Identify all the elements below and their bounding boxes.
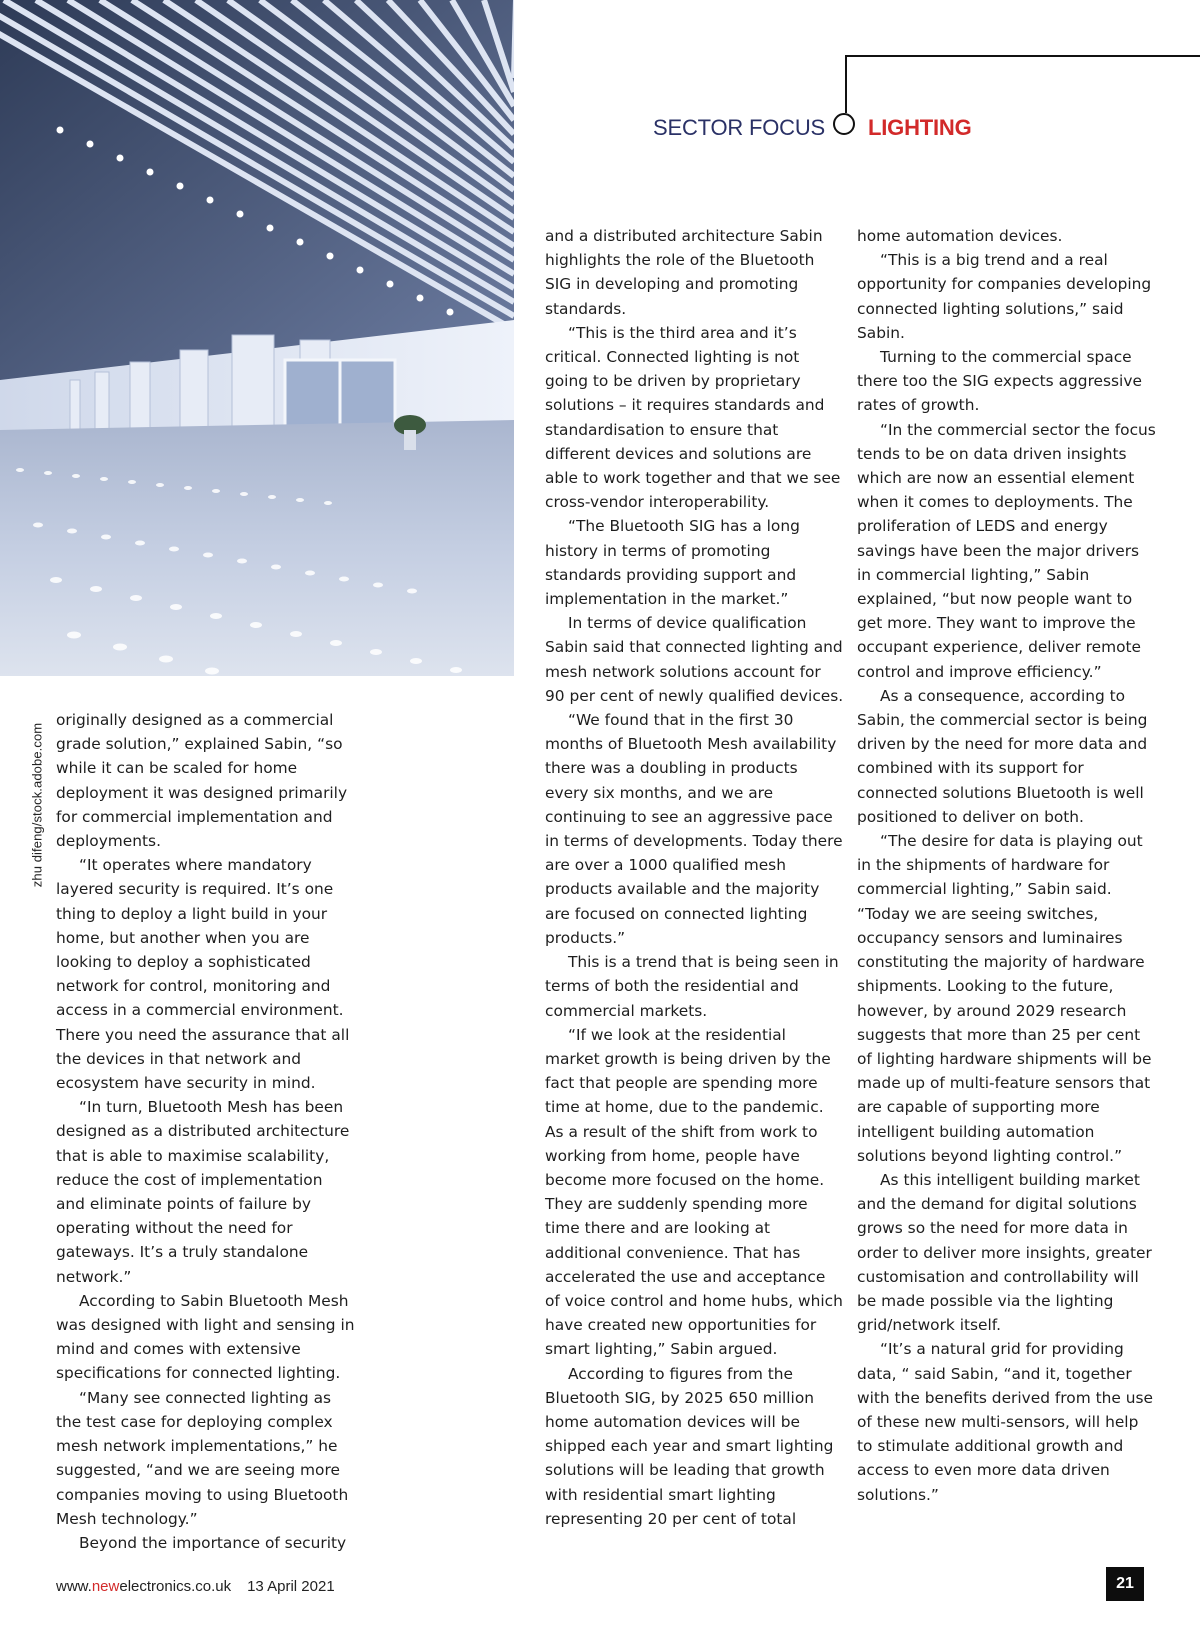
header-circle-icon [833, 113, 855, 135]
paragraph: “The desire for data is playing out in the shipments of hardware for commercial lighting,” Sabin said. “Today we are seeing switches, occupancy sensors and luminaires constituting the majority of hardware shipments. Looking to the future, however, by around 2029 research suggests that more than 25 per cent of lighting hardware shipments will be made up of multi-feature sensors that are capable of supporting more intelligent building automation solutions beyond lighting control.” [857, 832, 1152, 1165]
floor-light [237, 559, 247, 564]
floor-light [33, 523, 43, 528]
ceiling-light [57, 127, 64, 134]
paragraph: “Many see connected lighting as the test case for deploying complex mesh network implementations,” he suggested, “and we are seeing more companies moving to using Bluetooth Mesh technology.” [56, 1388, 349, 1528]
floor-light [240, 492, 248, 496]
paragraph: “In turn, Bluetooth Mesh has been designed as a distributed architecture that is able to maximise scalability, reduce the cost of implementation and eliminate points of failure by operating without the need for gateways. It’s a truly standalone network.” [56, 1098, 350, 1286]
paragraph: “The Bluetooth SIG has a long history in terms of promoting standards providing support and implementation in the market.” [545, 517, 800, 609]
ceiling-light [237, 211, 244, 218]
floor-light [67, 632, 81, 639]
paragraph: As a consequence, according to Sabin, the commercial sector is being driven by the need for more data and combined with its support for connected solutions Bluetooth is well positioned to deliver on both. [857, 686, 1148, 826]
floor-light [450, 667, 462, 673]
floor-light [324, 501, 332, 505]
article-column-3 [857, 224, 1157, 1507]
ceiling-light [327, 253, 334, 260]
header-photo [0, 0, 514, 676]
ceiling-light [387, 281, 394, 288]
floor-light [44, 471, 52, 475]
page-number: 21 [1106, 1567, 1144, 1601]
floor-light [290, 631, 302, 637]
photo-credit-text: zhu difeng/stock.adobe.com [29, 722, 45, 888]
paragraph: and a distributed architecture Sabin highlights the role of the Bluetooth SIG in developing and promoting standards. [545, 227, 823, 318]
topic-label: LIGHTING [868, 115, 972, 140]
paragraph: This is a trend that is being seen in terms of both the residential and commercial markets. [545, 953, 839, 1020]
floor-light [130, 595, 142, 601]
ceiling-light [147, 169, 154, 176]
site-url[interactable]: www.newelectronics.co.uk [56, 1578, 232, 1595]
floor-light [250, 622, 262, 628]
photo-credit [26, 712, 48, 898]
ceiling-light [297, 239, 304, 246]
floor-light [159, 656, 173, 663]
header-rule-horizontal [845, 55, 1200, 57]
floor-light [50, 577, 62, 583]
floor-light [203, 553, 213, 558]
floor-light [271, 565, 281, 570]
paragraph: “This is the third area and it’s critical. Connected lighting is not going to be driven by proprietary solutions – it requires standards and standardisation to ensure that different devices and solutions are able to work together and that we see cross-vendor interoperability. [545, 323, 841, 512]
floor-light [210, 613, 222, 619]
ceiling-light [357, 267, 364, 274]
floor-light [101, 535, 111, 540]
ceiling-light [267, 225, 274, 232]
floor-light [184, 486, 192, 490]
floor-light [169, 547, 179, 552]
paragraph: “It’s a natural grid for providing data, “ said Sabin, “and it, together with the benefits derived from the use of these new multi-sensors, will help to stimulate additional growth and access to even more data driven solutions.” [857, 1340, 1153, 1504]
floor-light [100, 477, 108, 481]
header-rule-vertical [845, 55, 847, 113]
ceiling-light [177, 183, 184, 190]
floor-light [407, 589, 417, 594]
paragraph: According to Sabin Bluetooth Mesh was designed with light and sensing in mind and comes with extensive specifications for connected lighting. [56, 1291, 355, 1383]
floor-light [296, 498, 304, 502]
paragraph: According to figures from the Bluetooth SIG, by 2025 650 million home automation devices will be shipped each year and smart lighting solutions will be leading that growth with residential smart lighting representing 20 per cent of total [545, 1364, 834, 1528]
issue-date: 13 April 2021 [247, 1578, 335, 1595]
floor-light [72, 474, 80, 478]
paragraph: home automation devices. [857, 227, 1063, 245]
floor-light [170, 604, 182, 610]
ceiling-light [417, 295, 424, 302]
paragraph: originally designed as a commercial grade solution,” explained Sabin, “so while it can be scaled for home deployment it was designed primarily for commercial implementation and deployments. [56, 711, 348, 851]
ceiling-corridor-illustration [0, 0, 514, 676]
brand-highlight: new [91, 1578, 120, 1595]
floor-light [67, 529, 77, 534]
floor-light [16, 468, 24, 472]
paragraph: “If we look at the residential market growth is being driven by the fact that people are spending more time at home, due to the pandemic. As a result of the shift from work to working from home, people have become more focused on the home. They are suddenly spending more time there and are looking at additional convenience. That has accelerated the use and acceptance of voice control and home hubs, which have created new opportunities for smart lighting,” Sabin argued. [545, 1025, 843, 1359]
article-column-1 [56, 708, 356, 1555]
floor-light [268, 495, 276, 499]
floor-light [113, 644, 127, 651]
ceiling-light [447, 309, 454, 316]
floor-light [156, 483, 164, 487]
floor-light [135, 541, 145, 546]
floor-light [410, 658, 422, 664]
floor-light [128, 480, 136, 484]
ceiling-light [117, 155, 124, 162]
floor-light [373, 583, 383, 588]
floor-light [370, 649, 382, 655]
paragraph: Beyond the importance of security [79, 1533, 347, 1552]
floor-light [90, 586, 102, 592]
article-column-2 [545, 224, 845, 1531]
ceiling-light [87, 141, 94, 148]
floor-light [330, 640, 342, 646]
floor-light [339, 577, 349, 582]
ceiling-light [207, 197, 214, 204]
paragraph: “It operates where mandatory layered security is required. It’s one thing to deploy a light build in your home, but another when you are looking to deploy a sophisticated network for control, monitoring and access in a commercial environment. There you need the assurance that all the devices in that network and ecosystem have security in mind. [56, 856, 350, 1093]
paragraph: “This is a big trend and a real opportunity for companies developing connected lighting solutions,” said Sabin. [857, 251, 1152, 342]
paragraph: In terms of device qualification Sabin said that connected lighting and mesh network solutions account for 90 per cent of newly qualified devices. [545, 614, 844, 705]
section-label: SECTOR FOCUS [653, 115, 825, 140]
paragraph: “We found that in the first 30 months of Bluetooth Mesh availability there was a doubling in products every six months, and we are continuing to see an aggressive pace in terms of developments. Today there are over a 1000 qualified mesh products available and the majority are focused on connected lighting products.” [545, 711, 843, 947]
paragraph: Turning to the commercial space there too the SIG expects aggressive rates of growth. [857, 348, 1142, 415]
paragraph: “In the commercial sector the focus tends to be on data driven insights which are now an essential element when it comes to deployments. The proliferation of LEDS and energy savings have been the major drivers in commercial lighting,” Sabin explained, “but now people want to get more. They want to improve the occupant experience, deliver remote control and improve efficiency.” [857, 420, 1156, 681]
paragraph: As this intelligent building market and the demand for digital solutions grows so the need for more data in order to deliver more insights, greater customisation and controllability will be made possible via the lighting grid/network itself. [857, 1170, 1152, 1335]
footer [56, 1578, 335, 1595]
floor-light [305, 571, 315, 576]
floor-light [205, 668, 219, 675]
floor-light [212, 489, 220, 493]
